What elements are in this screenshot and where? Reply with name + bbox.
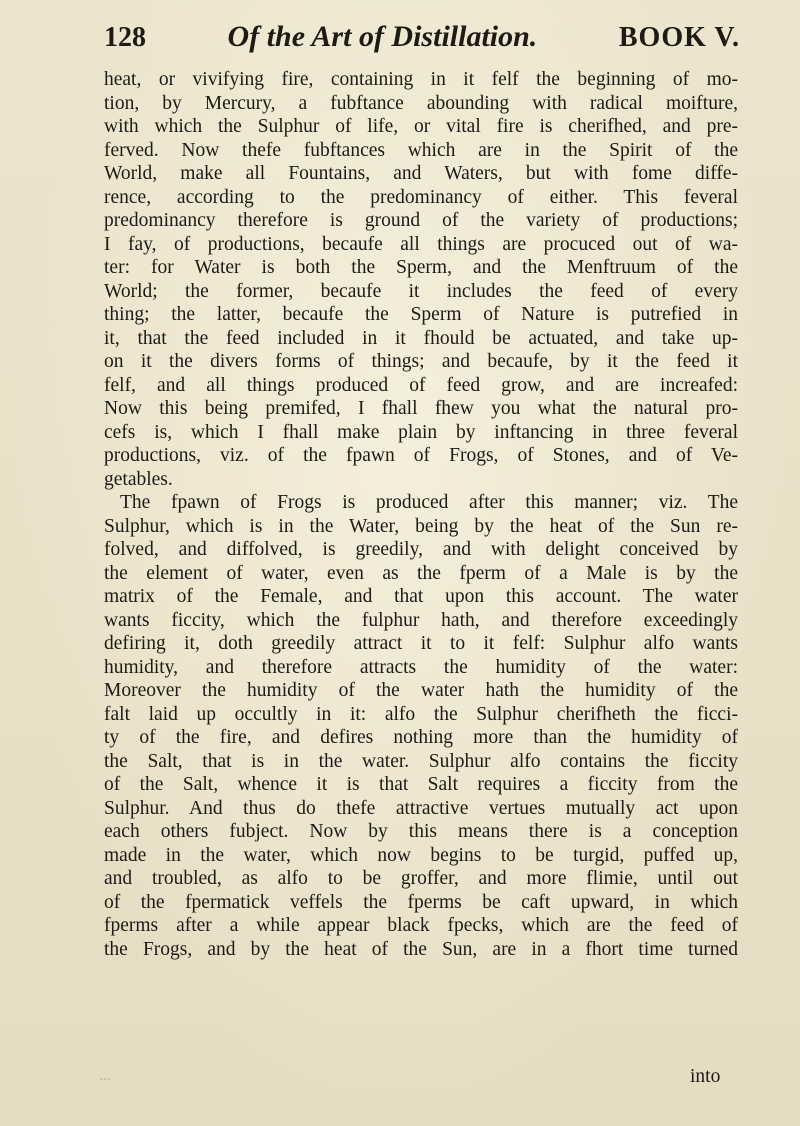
text-line: Now this being premifed, I fhall fhew you what the natural pro-: [104, 398, 738, 419]
text-line: heat, or vivifying fire, containing in it felf the beginning of mo-: [104, 69, 738, 90]
text-line: ter: for Water is both the Sperm, and the Menftruum of the: [104, 257, 738, 278]
text-line: the Frogs, and by the heat of the Sun, are in a fhort time turned: [104, 938, 738, 960]
text-line: it, that the feed included in it fhould be actuated, and take up-: [104, 327, 738, 349]
text-line: each others fubject. Now by this means there is a conception: [104, 821, 738, 842]
running-title: Of the Art of Distillation.: [227, 20, 538, 53]
text-line: made in the water, which now begins to be turgid, puffed up,: [104, 844, 738, 866]
text-line: getables.: [104, 468, 173, 490]
text-line: ty of the fire, and defires nothing more than the humidity of: [104, 727, 738, 748]
text-line: cefs is, which I fhall make plain by inftancing in three feveral: [104, 421, 738, 443]
text-line: the Salt, that is in the water. Sulphur alfo contains the ficcity: [104, 750, 738, 772]
paragraph-start-line: The fpawn of Frogs is produced after this manner; viz. The: [120, 492, 738, 513]
text-line: rence, according to the predominancy of either. This feveral: [104, 186, 738, 208]
text-line: humidity, and therefore attracts the humidity of the water:: [104, 656, 738, 678]
text-line: wants ficcity, which the fulphur hath, and therefore exceedingly: [104, 609, 738, 631]
text-line: with which the Sulphur of life, or vital fire is cherifhed, and pre-: [104, 116, 738, 137]
text-line: defiring it, doth greedily attract it to it felf: Sulphur alfo wants: [104, 633, 738, 654]
page-header: [104, 20, 740, 70]
text-line: Sulphur, which is in the Water, being by the heat of the Sun re-: [104, 515, 738, 537]
text-line: ferved. Now thefe fubftances which are in the Spirit of the: [104, 139, 738, 161]
text-line: predominancy therefore is ground of the variety of productions;: [104, 210, 738, 231]
text-line: thing; the latter, becaufe the Sperm of Nature is putrefied in: [104, 304, 738, 325]
page-number: 128: [104, 22, 146, 53]
text-line: World, make all Fountains, and Waters, but with fome diffe-: [104, 163, 738, 184]
text-line: tion, by Mercury, a fubftance abounding with radical moifture,: [104, 92, 738, 114]
text-line: fperms after a while appear black fpecks, which are the feed of: [104, 915, 738, 936]
text-line: Sulphur. And thus do thefe attractive vertues mutually act upon: [104, 797, 738, 819]
catchword: into: [690, 1066, 721, 1087]
text-line: on it the divers forms of things; and becaufe, by it the feed it: [104, 351, 738, 372]
text-line: productions, viz. of the fpawn of Frogs, of Stones, and of Ve-: [104, 445, 738, 466]
text-line: folved, and diffolved, is greedily, and with delight conceived by: [104, 539, 738, 560]
text-line: and troubled, as alfo to be groffer, and more flimie, until out: [104, 868, 738, 889]
text-line: I fay, of productions, becaufe all things are procuced out of wa-: [104, 233, 738, 255]
text-line: of the fpermatick veffels the fperms be caft upward, in which: [104, 891, 738, 913]
text-line: World; the former, becaufe it includes the feed of every: [104, 280, 738, 302]
book-label: BOOK V.: [618, 22, 740, 53]
text-line: matrix of the Female, and that upon this account. The water: [104, 586, 738, 607]
text-line: Moreover the humidity of the water hath the humidity of the: [104, 680, 738, 701]
text-line: falt laid up occultly in it: alfo the Sulphur cherifheth the ficci-: [104, 703, 738, 725]
margin-mark: ...: [100, 1068, 112, 1084]
body-text: [104, 68, 738, 961]
text-line: the element of water, even as the fperm of a Male is by the: [104, 562, 738, 584]
text-line: of the Salt, whence it is that Salt requires a ficcity from the: [104, 774, 738, 795]
text-line: felf, and all things produced of feed grow, and are increafed:: [104, 374, 738, 396]
